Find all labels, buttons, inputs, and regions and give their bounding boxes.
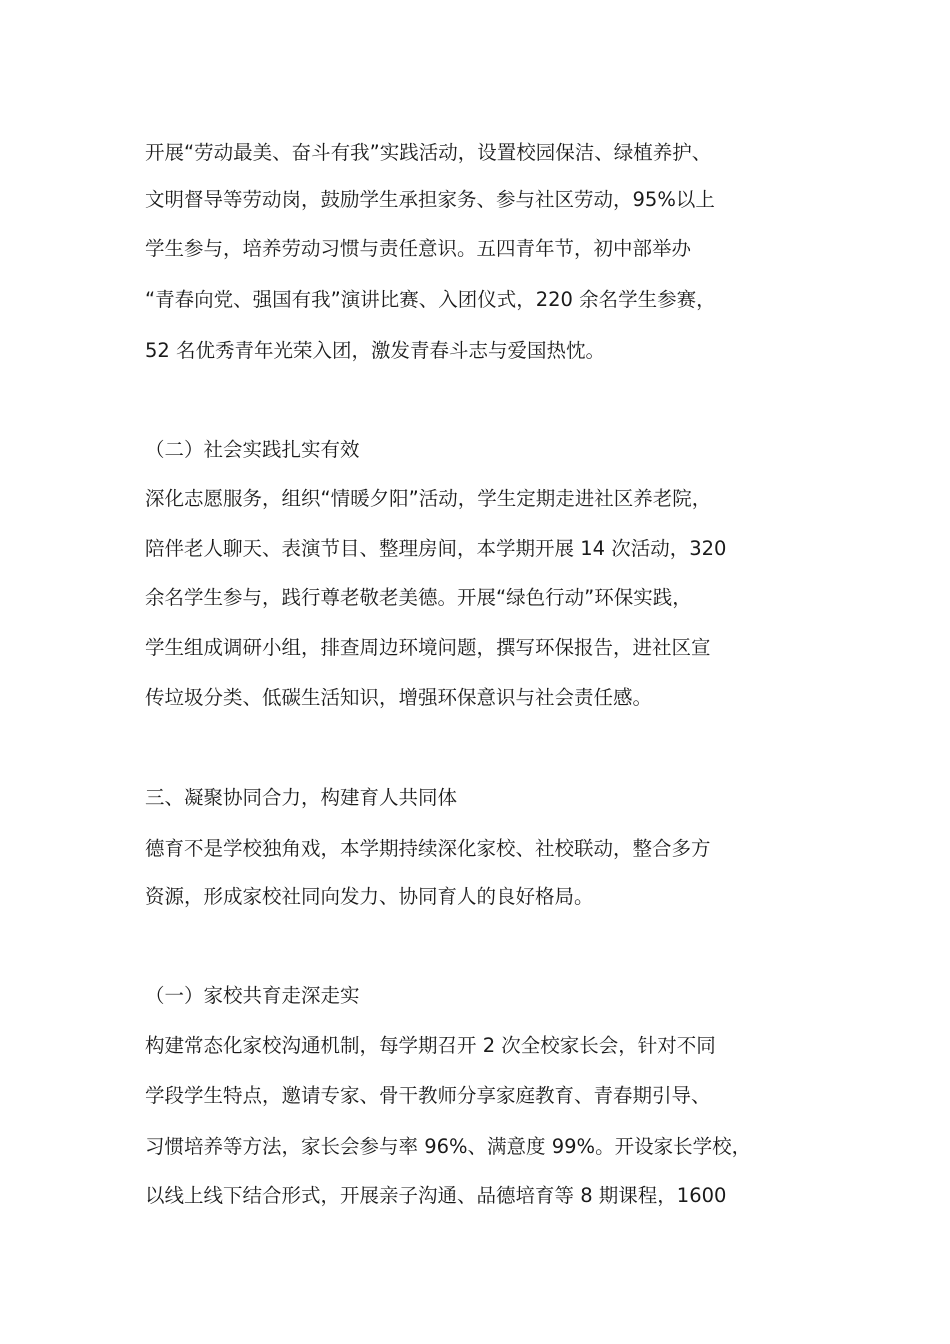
paragraph-line: 开展“劳动最美、奋斗有我”实践活动，设置校园保洁、绿植养护、 bbox=[145, 141, 712, 164]
paragraph-line: “青春向党、强国有我”演讲比赛、入团仪式，220 余名学生参赛， bbox=[145, 288, 716, 311]
paragraph-line: 深化志愿服务，组织“情暖夕阳”活动，学生定期走进社区养老院， bbox=[145, 487, 712, 510]
paragraph-line: 构建常态化家校沟通机制，每学期召开 2 次全校家长会，针对不同 bbox=[145, 1034, 716, 1057]
paragraph-line: 德育不是学校独角戏，本学期持续深化家校、社校联动，整合多方 bbox=[145, 837, 711, 860]
paragraph-line: 余名学生参与，践行尊老敬老美德。开展“绿色行动”环保实践， bbox=[145, 586, 692, 609]
paragraph-line: 学段学生特点，邀请专家、骨干教师分享家庭教育、青春期引导、 bbox=[145, 1084, 711, 1107]
paragraph-line: 文明督导等劳动岗，鼓励学生承担家务、参与社区劳动，95%以上 bbox=[145, 188, 715, 211]
section-heading: 三、凝聚协同合力，构建育人共同体 bbox=[145, 786, 458, 809]
paragraph-line: 52 名优秀青年光荣入团，激发青春斗志与爱国热忱。 bbox=[145, 339, 606, 362]
paragraph-line: 陪伴老人聊天、表演节目、整理房间，本学期开展 14 次活动，320 bbox=[145, 537, 727, 560]
section-heading: （一）家校共育走深走实 bbox=[145, 984, 360, 1007]
paragraph-line: 以线上线下结合形式，开展亲子沟通、品德培育等 8 期课程，1600 bbox=[145, 1184, 727, 1207]
section-heading: （二）社会实践扎实有效 bbox=[145, 438, 360, 461]
paragraph-line: 资源，形成家校社同向发力、协同育人的良好格局。 bbox=[145, 885, 594, 908]
paragraph-line: 习惯培养等方法，家长会参与率 96%、满意度 99%。开设家长学校， bbox=[145, 1135, 752, 1158]
paragraph-line: 学生组成调研小组，排查周边环境问题，撰写环保报告，进社区宣 bbox=[145, 636, 711, 659]
paragraph-line: 学生参与，培养劳动习惯与责任意识。五四青年节，初中部举办 bbox=[145, 237, 692, 260]
paragraph-line: 传垃圾分类、低碳生活知识，增强环保意识与社会责任感。 bbox=[145, 686, 653, 709]
